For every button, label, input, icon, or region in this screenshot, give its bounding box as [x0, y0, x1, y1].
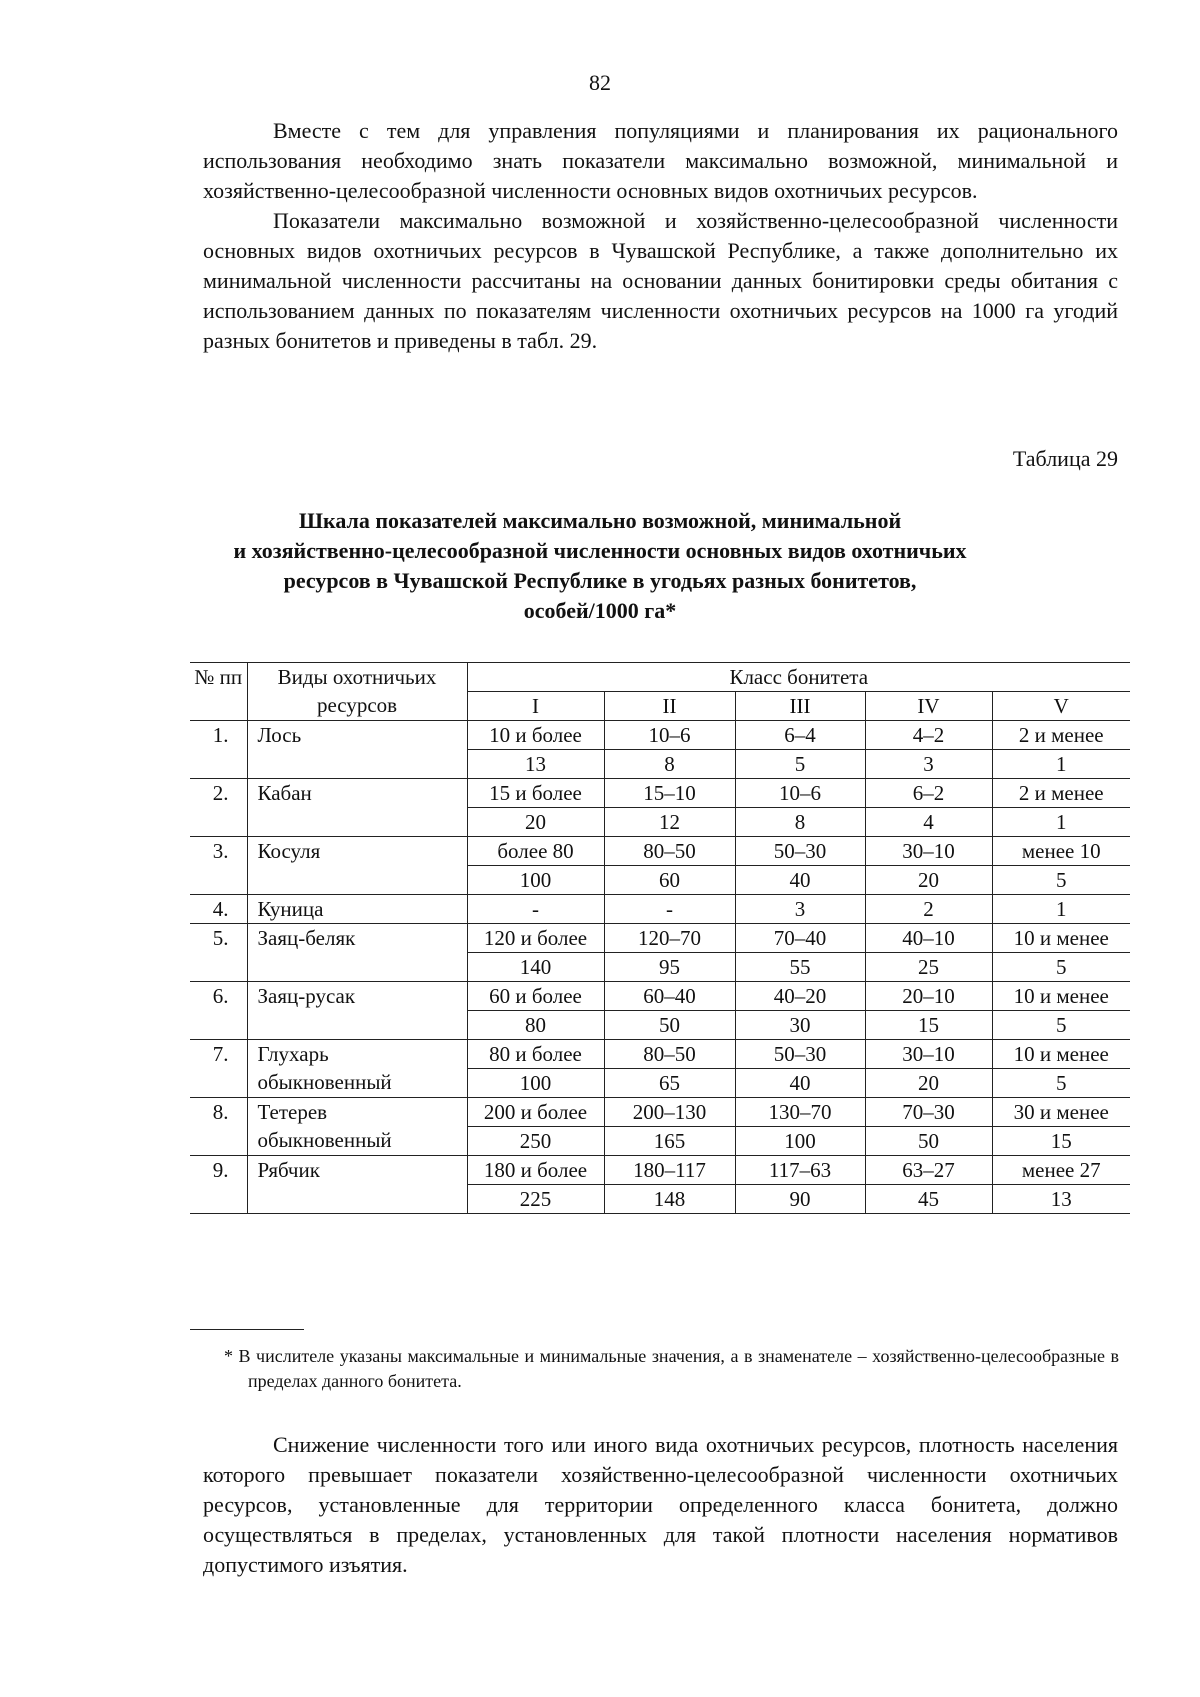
page-number: 82 [589, 70, 611, 95]
row-number: 1. [190, 721, 247, 779]
range-cell: 2 [865, 895, 992, 924]
table-title-line: ресурсов в Чувашской Республике в угодьях разных бонитетов, [283, 568, 917, 593]
table-title-line: и хозяйственно-целесообразной численности основных видов охотничьих [233, 538, 967, 563]
species-name: Заяц-беляк [247, 924, 467, 982]
data-table [190, 662, 1130, 1214]
optimal-cell: 40 [735, 1069, 865, 1098]
optimal-cell: 5 [992, 953, 1130, 982]
header-class: Класс бонитета [467, 663, 1130, 692]
optimal-cell: 25 [865, 953, 992, 982]
header-class-label: III [735, 692, 865, 721]
optimal-cell: 65 [604, 1069, 735, 1098]
row-number: 4. [190, 895, 247, 924]
table-row [190, 924, 1130, 953]
range-cell: 10 и менее [992, 924, 1130, 953]
optimal-cell: 1 [992, 808, 1130, 837]
optimal-cell: 55 [735, 953, 865, 982]
range-cell: 63–27 [865, 1156, 992, 1185]
range-cell: 70–30 [865, 1098, 992, 1127]
species-name: Куница [247, 895, 467, 924]
range-cell: 200–130 [604, 1098, 735, 1127]
range-cell: менее 10 [992, 837, 1130, 866]
species-name-text: Тетерев обыкновенный [257, 1100, 392, 1152]
optimal-cell: 50 [865, 1127, 992, 1156]
intro-text [203, 116, 1118, 356]
table-row [190, 1098, 1130, 1127]
table-title-line: особей/1000 га* [523, 598, 677, 623]
optimal-cell: 15 [992, 1127, 1130, 1156]
optimal-cell: 30 [735, 1011, 865, 1040]
row-number: 8. [190, 1098, 247, 1156]
header-class-label: IV [865, 692, 992, 721]
optimal-cell: 80 [467, 1011, 604, 1040]
range-cell: 30 и менее [992, 1098, 1130, 1127]
optimal-cell: 100 [735, 1127, 865, 1156]
header-species: Виды охотничьих ресурсов [247, 663, 467, 721]
optimal-cell: 148 [604, 1185, 735, 1214]
row-number: 9. [190, 1156, 247, 1214]
range-cell: 4–2 [865, 721, 992, 750]
range-cell: 20–10 [865, 982, 992, 1011]
table-row [190, 982, 1130, 1011]
optimal-cell: 140 [467, 953, 604, 982]
footnote-divider [190, 1329, 304, 1330]
optimal-cell: 12 [604, 808, 735, 837]
optimal-cell: 20 [467, 808, 604, 837]
optimal-cell: 250 [467, 1127, 604, 1156]
range-cell: 10 и менее [992, 1040, 1130, 1069]
optimal-cell: 20 [865, 866, 992, 895]
header-number: № пп [190, 663, 247, 721]
range-cell: 6–2 [865, 779, 992, 808]
optimal-cell: 8 [604, 750, 735, 779]
optimal-cell: 5 [992, 1069, 1130, 1098]
optimal-cell: 45 [865, 1185, 992, 1214]
optimal-cell: 1 [992, 750, 1130, 779]
optimal-cell: 100 [467, 866, 604, 895]
optimal-cell: 5 [735, 750, 865, 779]
species-name [247, 1098, 467, 1156]
range-cell: 1 [992, 895, 1130, 924]
range-cell: 60–40 [604, 982, 735, 1011]
table-row [190, 837, 1130, 866]
intro-paragraph-1: Вместе с тем для управления популяциями и планирования их рационального использования необходимо знать показатели максимально возможной, минимальной и хозяйственно-целесообразной численности основных видов охотничьих ресурсов. [203, 118, 1118, 203]
range-cell: 10–6 [735, 779, 865, 808]
optimal-cell: 165 [604, 1127, 735, 1156]
row-number: 6. [190, 982, 247, 1040]
optimal-cell: 95 [604, 953, 735, 982]
range-cell: 50–30 [735, 837, 865, 866]
species-name: Рябчик [247, 1156, 467, 1214]
table-row [190, 779, 1130, 808]
range-cell: 6–4 [735, 721, 865, 750]
species-name [247, 1040, 467, 1098]
footnote: * В числителе указаны максимальные и минимальные значения, а в знаменателе – хозяйственно-целесообразные в пределах данного бонитета. [224, 1346, 1119, 1391]
species-name: Лось [247, 721, 467, 779]
species-name: Косуля [247, 837, 467, 895]
table-caption: Таблица 29 [1012, 446, 1118, 471]
closing-text [203, 1430, 1118, 1580]
optimal-cell: 13 [467, 750, 604, 779]
range-cell: 80–50 [604, 1040, 735, 1069]
range-cell: - [604, 895, 735, 924]
range-cell: 30–10 [865, 1040, 992, 1069]
range-cell: 15–10 [604, 779, 735, 808]
table-title-line: Шкала показателей максимально возможной, минимальной [298, 508, 902, 533]
range-cell: 130–70 [735, 1098, 865, 1127]
range-cell: - [467, 895, 604, 924]
optimal-cell: 5 [992, 866, 1130, 895]
optimal-cell: 3 [865, 750, 992, 779]
range-cell: 120 и более [467, 924, 604, 953]
row-number: 7. [190, 1040, 247, 1098]
row-number: 5. [190, 924, 247, 982]
range-cell: 117–63 [735, 1156, 865, 1185]
range-cell: 180–117 [604, 1156, 735, 1185]
range-cell: менее 27 [992, 1156, 1130, 1185]
table-body [190, 721, 1130, 1214]
species-name-text: Глухарь обыкновенный [257, 1042, 392, 1094]
range-cell: 180 и более [467, 1156, 604, 1185]
range-cell: 40–20 [735, 982, 865, 1011]
range-cell: 80 и более [467, 1040, 604, 1069]
optimal-cell: 50 [604, 1011, 735, 1040]
optimal-cell: 5 [992, 1011, 1130, 1040]
header-class-label: V [992, 692, 1130, 721]
optimal-cell: 60 [604, 866, 735, 895]
range-cell: 10 и более [467, 721, 604, 750]
optimal-cell: 20 [865, 1069, 992, 1098]
optimal-cell: 40 [735, 866, 865, 895]
range-cell: 60 и более [467, 982, 604, 1011]
table-row [190, 895, 1130, 924]
species-name: Заяц-русак [247, 982, 467, 1040]
range-cell: 15 и более [467, 779, 604, 808]
header-class-label: I [467, 692, 604, 721]
header-class-label: II [604, 692, 735, 721]
table-row [190, 1156, 1130, 1185]
range-cell: 200 и более [467, 1098, 604, 1127]
range-cell: 70–40 [735, 924, 865, 953]
range-cell: 2 и менее [992, 721, 1130, 750]
range-cell: 40–10 [865, 924, 992, 953]
range-cell: 10 и менее [992, 982, 1130, 1011]
optimal-cell: 13 [992, 1185, 1130, 1214]
range-cell: 2 и менее [992, 779, 1130, 808]
optimal-cell: 100 [467, 1069, 604, 1098]
range-cell: 80–50 [604, 837, 735, 866]
optimal-cell: 225 [467, 1185, 604, 1214]
table-title [150, 506, 1050, 626]
range-cell: 30–10 [865, 837, 992, 866]
table-row [190, 721, 1130, 750]
table-row [190, 1040, 1130, 1069]
range-cell: 50–30 [735, 1040, 865, 1069]
optimal-cell: 90 [735, 1185, 865, 1214]
intro-paragraph-2: Показатели максимально возможной и хозяйственно-целесообразной численности основных видов охотничьих ресурсов в Чувашской Республике, а также дополнительно их минимальной численности рассчитаны на основании данных бонитировки среды обитания с использованием данных по показателям численности охотничьих ресурсов на 1000 га угодий разных бонитетов и приведены в табл. 29. [203, 208, 1118, 353]
species-name: Кабан [247, 779, 467, 837]
range-cell: 10–6 [604, 721, 735, 750]
range-cell: 3 [735, 895, 865, 924]
row-number: 2. [190, 779, 247, 837]
optimal-cell: 15 [865, 1011, 992, 1040]
optimal-cell: 4 [865, 808, 992, 837]
row-number: 3. [190, 837, 247, 895]
range-cell: 120–70 [604, 924, 735, 953]
range-cell: более 80 [467, 837, 604, 866]
optimal-cell: 8 [735, 808, 865, 837]
closing-paragraph: Снижение численности того или иного вида охотничьих ресурсов, плотность населения которого превышает показатели хозяйственно-целесообразной численности охотничьих ресурсов, установленные для территории определенного класса бонитета, должно осуществляться в пределах, установленных для такой плотности населения нормативов допустимого изъятия. [203, 1432, 1118, 1577]
